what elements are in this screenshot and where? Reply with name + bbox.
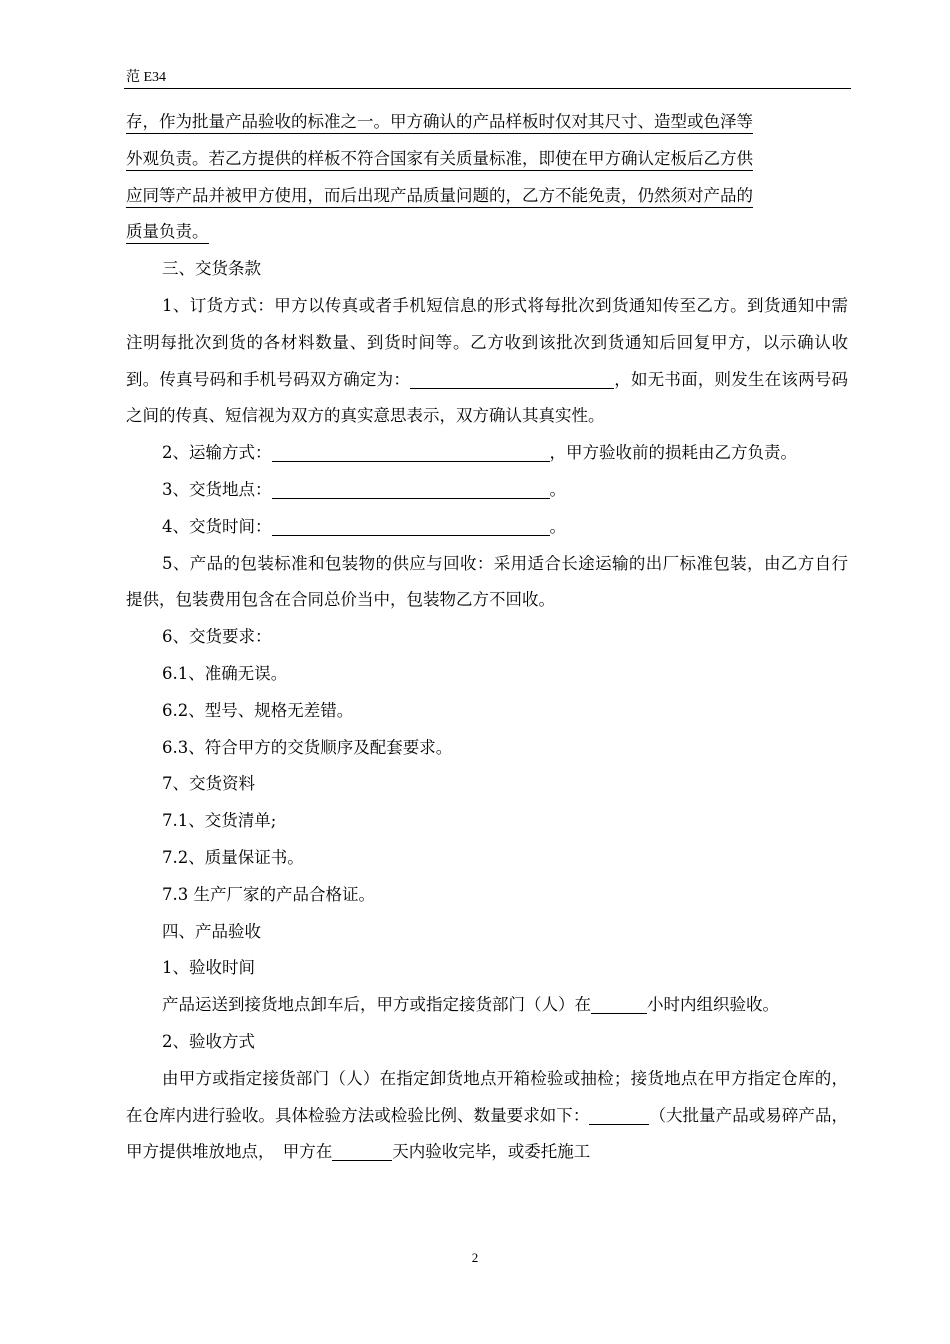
section-heading-acceptance: 四、产品验收	[162, 921, 261, 941]
clause-text: ，如无书面，则发生在该两号码之间的传真、短信视为双方的真实意思表示，双方确认其真实性。	[126, 369, 849, 426]
clause-delivery-requirements: 6、交货要求：	[162, 627, 272, 647]
underlined-text: 质量负责。	[126, 222, 209, 244]
clause-acceptance-time: 1、验收时间	[162, 958, 255, 978]
clause-text: 产品运送到接货地点卸车后，甲方或指定接货部门（人）在	[162, 995, 591, 1015]
page-number: 2	[471, 1250, 479, 1265]
clause-text: 小时内组织验收。	[647, 995, 779, 1015]
underlined-text: 存，作为批量产品验收的标准之一。甲方确认的产品样板时仅对其尺寸、造型或色泽等	[126, 112, 753, 134]
sub-clause: 7.3 生产厂家的产品合格证。	[162, 884, 375, 904]
clause-text: ，甲方验收前的损耗由乙方负责。	[549, 443, 797, 463]
clause-transport-method	[126, 435, 848, 472]
clause-text: 天内验收完毕，或委托施工	[392, 1142, 591, 1162]
acceptance-time-text	[126, 987, 848, 1024]
intro-paragraph	[126, 104, 848, 251]
acceptance-method-text	[126, 1061, 848, 1171]
clause-delivery-time	[126, 509, 848, 546]
header-divider	[124, 88, 851, 89]
blank-inspection-ratio	[589, 1106, 649, 1125]
page-header: 范 E34	[126, 70, 167, 85]
blank-delivery-location	[272, 480, 550, 499]
sub-clause: 6.3、符合甲方的交货顺序及配套要求。	[162, 737, 453, 757]
sub-clause: 6.2、型号、规格无差错。	[162, 700, 354, 720]
blank-delivery-time	[272, 517, 550, 536]
blank-days	[332, 1142, 392, 1161]
sub-clause: 6.1、准确无误。	[162, 663, 288, 683]
clause-text: 。	[549, 516, 566, 536]
blank-hours	[591, 995, 647, 1014]
clause-label: 3、交货地点：	[162, 479, 272, 499]
clause-label: 2、运输方式：	[162, 443, 272, 463]
section-heading-delivery: 三、交货条款	[162, 259, 261, 279]
sub-clause: 7.2、质量保证书。	[162, 847, 304, 867]
document-body	[126, 104, 848, 1171]
underlined-text: 应同等产品并被甲方使用，而后出现产品质量问题的，乙方不能免责，仍然须对产品的	[126, 186, 753, 208]
clause-packaging: 5、产品的包装标准和包装物的供应与回收：采用适合长途运输的出厂标准包装，由乙方自行提供，包装费用包含在合同总价当中，包装物乙方不回收。	[126, 553, 848, 610]
clause-text: 1、订货方式：甲方以传真或者手机短信息的形式将每批次到货通知传至乙方。到货通知中需注明每批次到货的各材料数量、到货时间等。乙方收到该批次到货通知后回复甲方，以示确认收到。传真号码和手机号码双方确定为：	[126, 295, 848, 389]
underlined-text: 外观负责。若乙方提供的样板不符合国家有关质量标准，即使在甲方确认定板后乙方供	[126, 149, 753, 171]
clause-delivery-documents: 7、交货资料	[162, 774, 255, 794]
clause-text: 由甲方或指定接货部门（人）在指定卸货地点开箱检验或抽检；接货地点在甲方指定仓库的，在仓库内进行验收。具体检验方法或检验比例、数量要求如下：	[126, 1068, 848, 1125]
blank-phone-number	[410, 370, 614, 389]
clause-delivery-location	[126, 472, 848, 509]
clause-ordering-method	[126, 288, 848, 435]
clause-text: （大批量产品或易碎产品，甲方提供堆放地点， 甲方在	[126, 1105, 849, 1162]
clause-label: 4、交货时间：	[162, 516, 272, 536]
sub-clause: 7.1、交货清单;	[162, 811, 277, 831]
clause-acceptance-method: 2、验收方式	[162, 1031, 255, 1051]
clause-text: 。	[549, 479, 566, 499]
blank-transport-method	[272, 443, 550, 462]
